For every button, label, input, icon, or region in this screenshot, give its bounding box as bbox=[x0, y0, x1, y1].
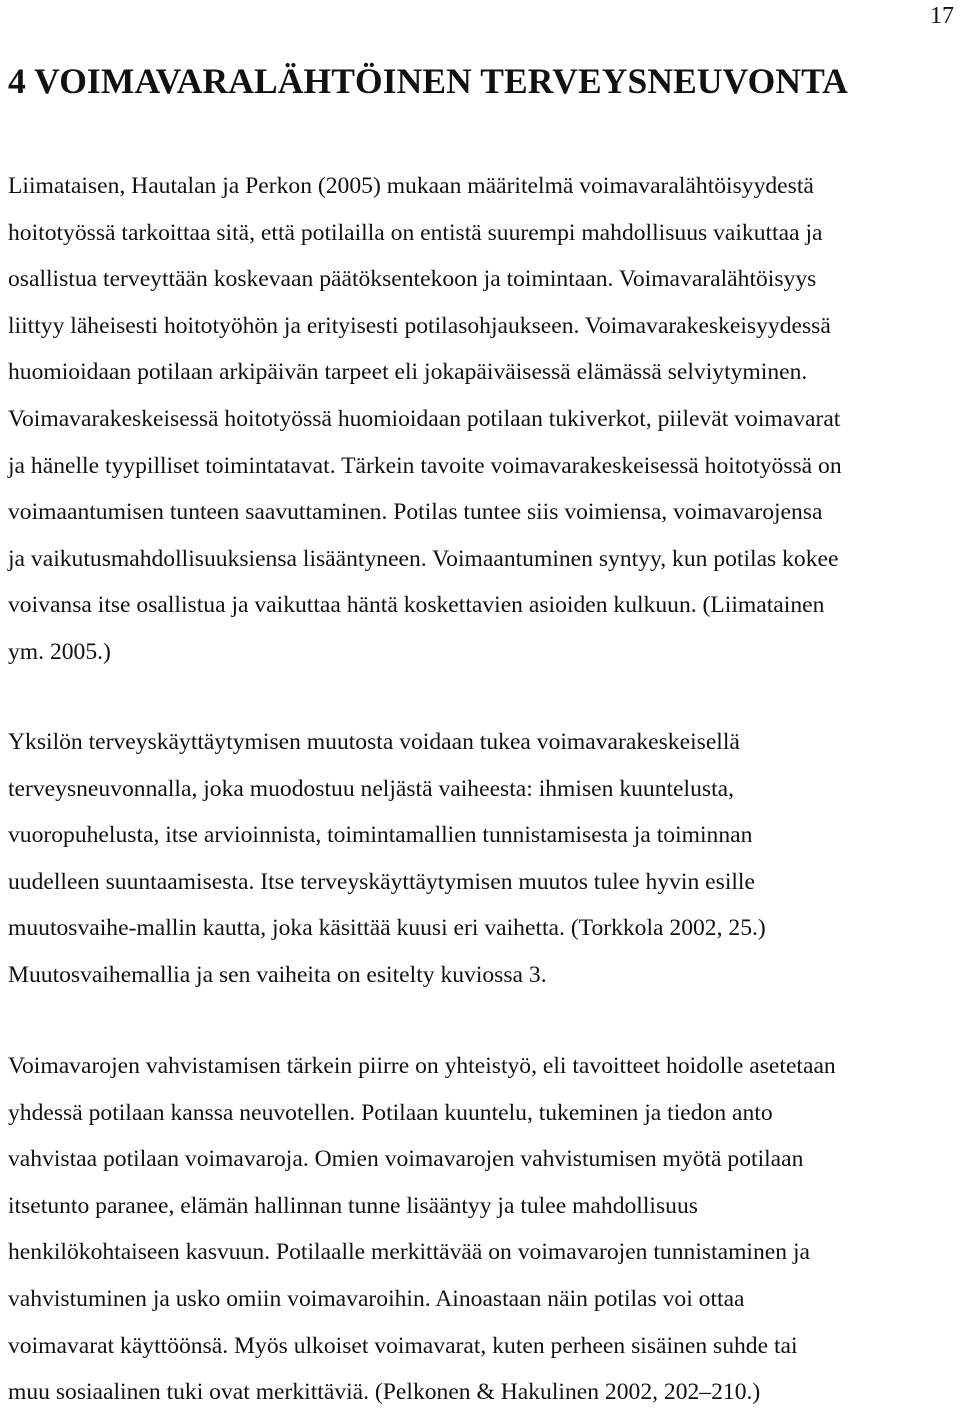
paragraph-line: liittyy läheisesti hoitotyöhön ja erityisesti potilasohjaukseen. Voimavarakeskeisyydessä bbox=[8, 312, 831, 339]
paragraph-line: ja hänelle tyypilliset toimintatavat. Tärkein tavoite voimavarakeskeisessä hoitotyössä on bbox=[8, 452, 842, 479]
paragraph-line: huomioidaan potilaan arkipäivän tarpeet eli jokapäiväisessä elämässä selviytyminen. bbox=[8, 359, 808, 386]
paragraph-line: vahvistaa potilaan voimavaroja. Omien voimavarojen vahvistumisen myötä potilaan bbox=[8, 1146, 804, 1173]
paragraph-line: voimaantumisen tunteen saavuttaminen. Potilas tuntee siis voimiensa, voimavarojensa bbox=[8, 499, 823, 526]
paragraph-line: Muutosvaihemallia ja sen vaiheita on esitelty kuviossa 3. bbox=[8, 961, 547, 988]
paragraph-line: Voimavarojen vahvistamisen tärkein piirre on yhteistyö, eli tavoitteet hoidolle asetetaan bbox=[8, 1053, 836, 1079]
paragraph-line: osallistua terveyttään koskevaan päätöksentekoon ja toimintaan. Voimavaralähtöisyys bbox=[8, 266, 817, 293]
chapter-heading: 4 VOIMAVARALÄHTÖINEN TERVEYSNEUVONTA bbox=[8, 61, 848, 101]
paragraph-line: muu sosiaalinen tuki ovat merkittäviä. (Pelkonen & Hakulinen 2002, 202–210.) bbox=[8, 1379, 761, 1406]
paragraph-line: Liimataisen, Hautalan ja Perkon (2005) mukaan määritelmä voimavaralähtöisyydestä bbox=[8, 173, 814, 199]
paragraph-line: terveysneuvonnalla, joka muodostuu neljästä vaiheesta: ihmisen kuuntelusta, bbox=[8, 775, 734, 802]
paragraph-voimavaralahtoisyys bbox=[8, 163, 954, 676]
paragraph-line: Yksilön terveyskäyttäytymisen muutosta voidaan tukea voimavarakeskeisellä bbox=[8, 729, 740, 755]
paragraph-line: muutosvaihe-mallin kautta, joka käsittää kuusi eri vaihetta. (Torkkola 2002, 25.) bbox=[8, 915, 766, 942]
paragraph-line: ja vaikutusmahdollisuuksiensa lisääntyneen. Voimaantuminen syntyy, kun potilas kokee bbox=[8, 545, 839, 572]
paragraph-line: Voimavarakeskeisessä hoitotyössä huomioidaan potilaan tukiverkot, piilevät voimavarat bbox=[8, 405, 841, 432]
paragraph-voimavarojen-vahvistaminen bbox=[8, 1043, 954, 1416]
page-number: 17 bbox=[930, 3, 954, 29]
paragraph-line: voimavarat käyttöönsä. Myös ulkoiset voimavarat, kuten perheen sisäinen suhde tai bbox=[8, 1332, 798, 1359]
paragraph-line: itsetunto paranee, elämän hallinnan tunne lisääntyy ja tulee mahdollisuus bbox=[8, 1192, 698, 1219]
paragraph-line: vuoropuhelusta, itse arvioinnista, toimintamallien tunnistamisesta ja toiminnan bbox=[8, 822, 753, 849]
paragraph-line: vahvistuminen ja usko omiin voimavaroihin. Ainoastaan näin potilas voi ottaa bbox=[8, 1285, 745, 1312]
paragraph-line: henkilökohtaiseen kasvuun. Potilaalle merkittävää on voimavarojen tunnistaminen ja bbox=[8, 1239, 810, 1266]
paragraph-line: uudelleen suuntaamisesta. Itse terveyskäyttäytymisen muutos tulee hyvin esille bbox=[8, 868, 755, 895]
paragraph-line: ym. 2005.) bbox=[8, 638, 111, 665]
paragraph-line: hoitotyössä tarkoittaa sitä, että potilailla on entistä suurempi mahdollisuus vaikuttaa ja bbox=[8, 219, 823, 246]
paragraph-line: voivansa itse osallistua ja vaikuttaa häntä koskettavien asioiden kulkuun. (Liimatainen bbox=[8, 592, 825, 619]
paragraph-line: yhdessä potilaan kanssa neuvotellen. Potilaan kuuntelu, tukeminen ja tiedon anto bbox=[8, 1099, 773, 1126]
paragraph-terveysneuvonta bbox=[8, 719, 954, 999]
